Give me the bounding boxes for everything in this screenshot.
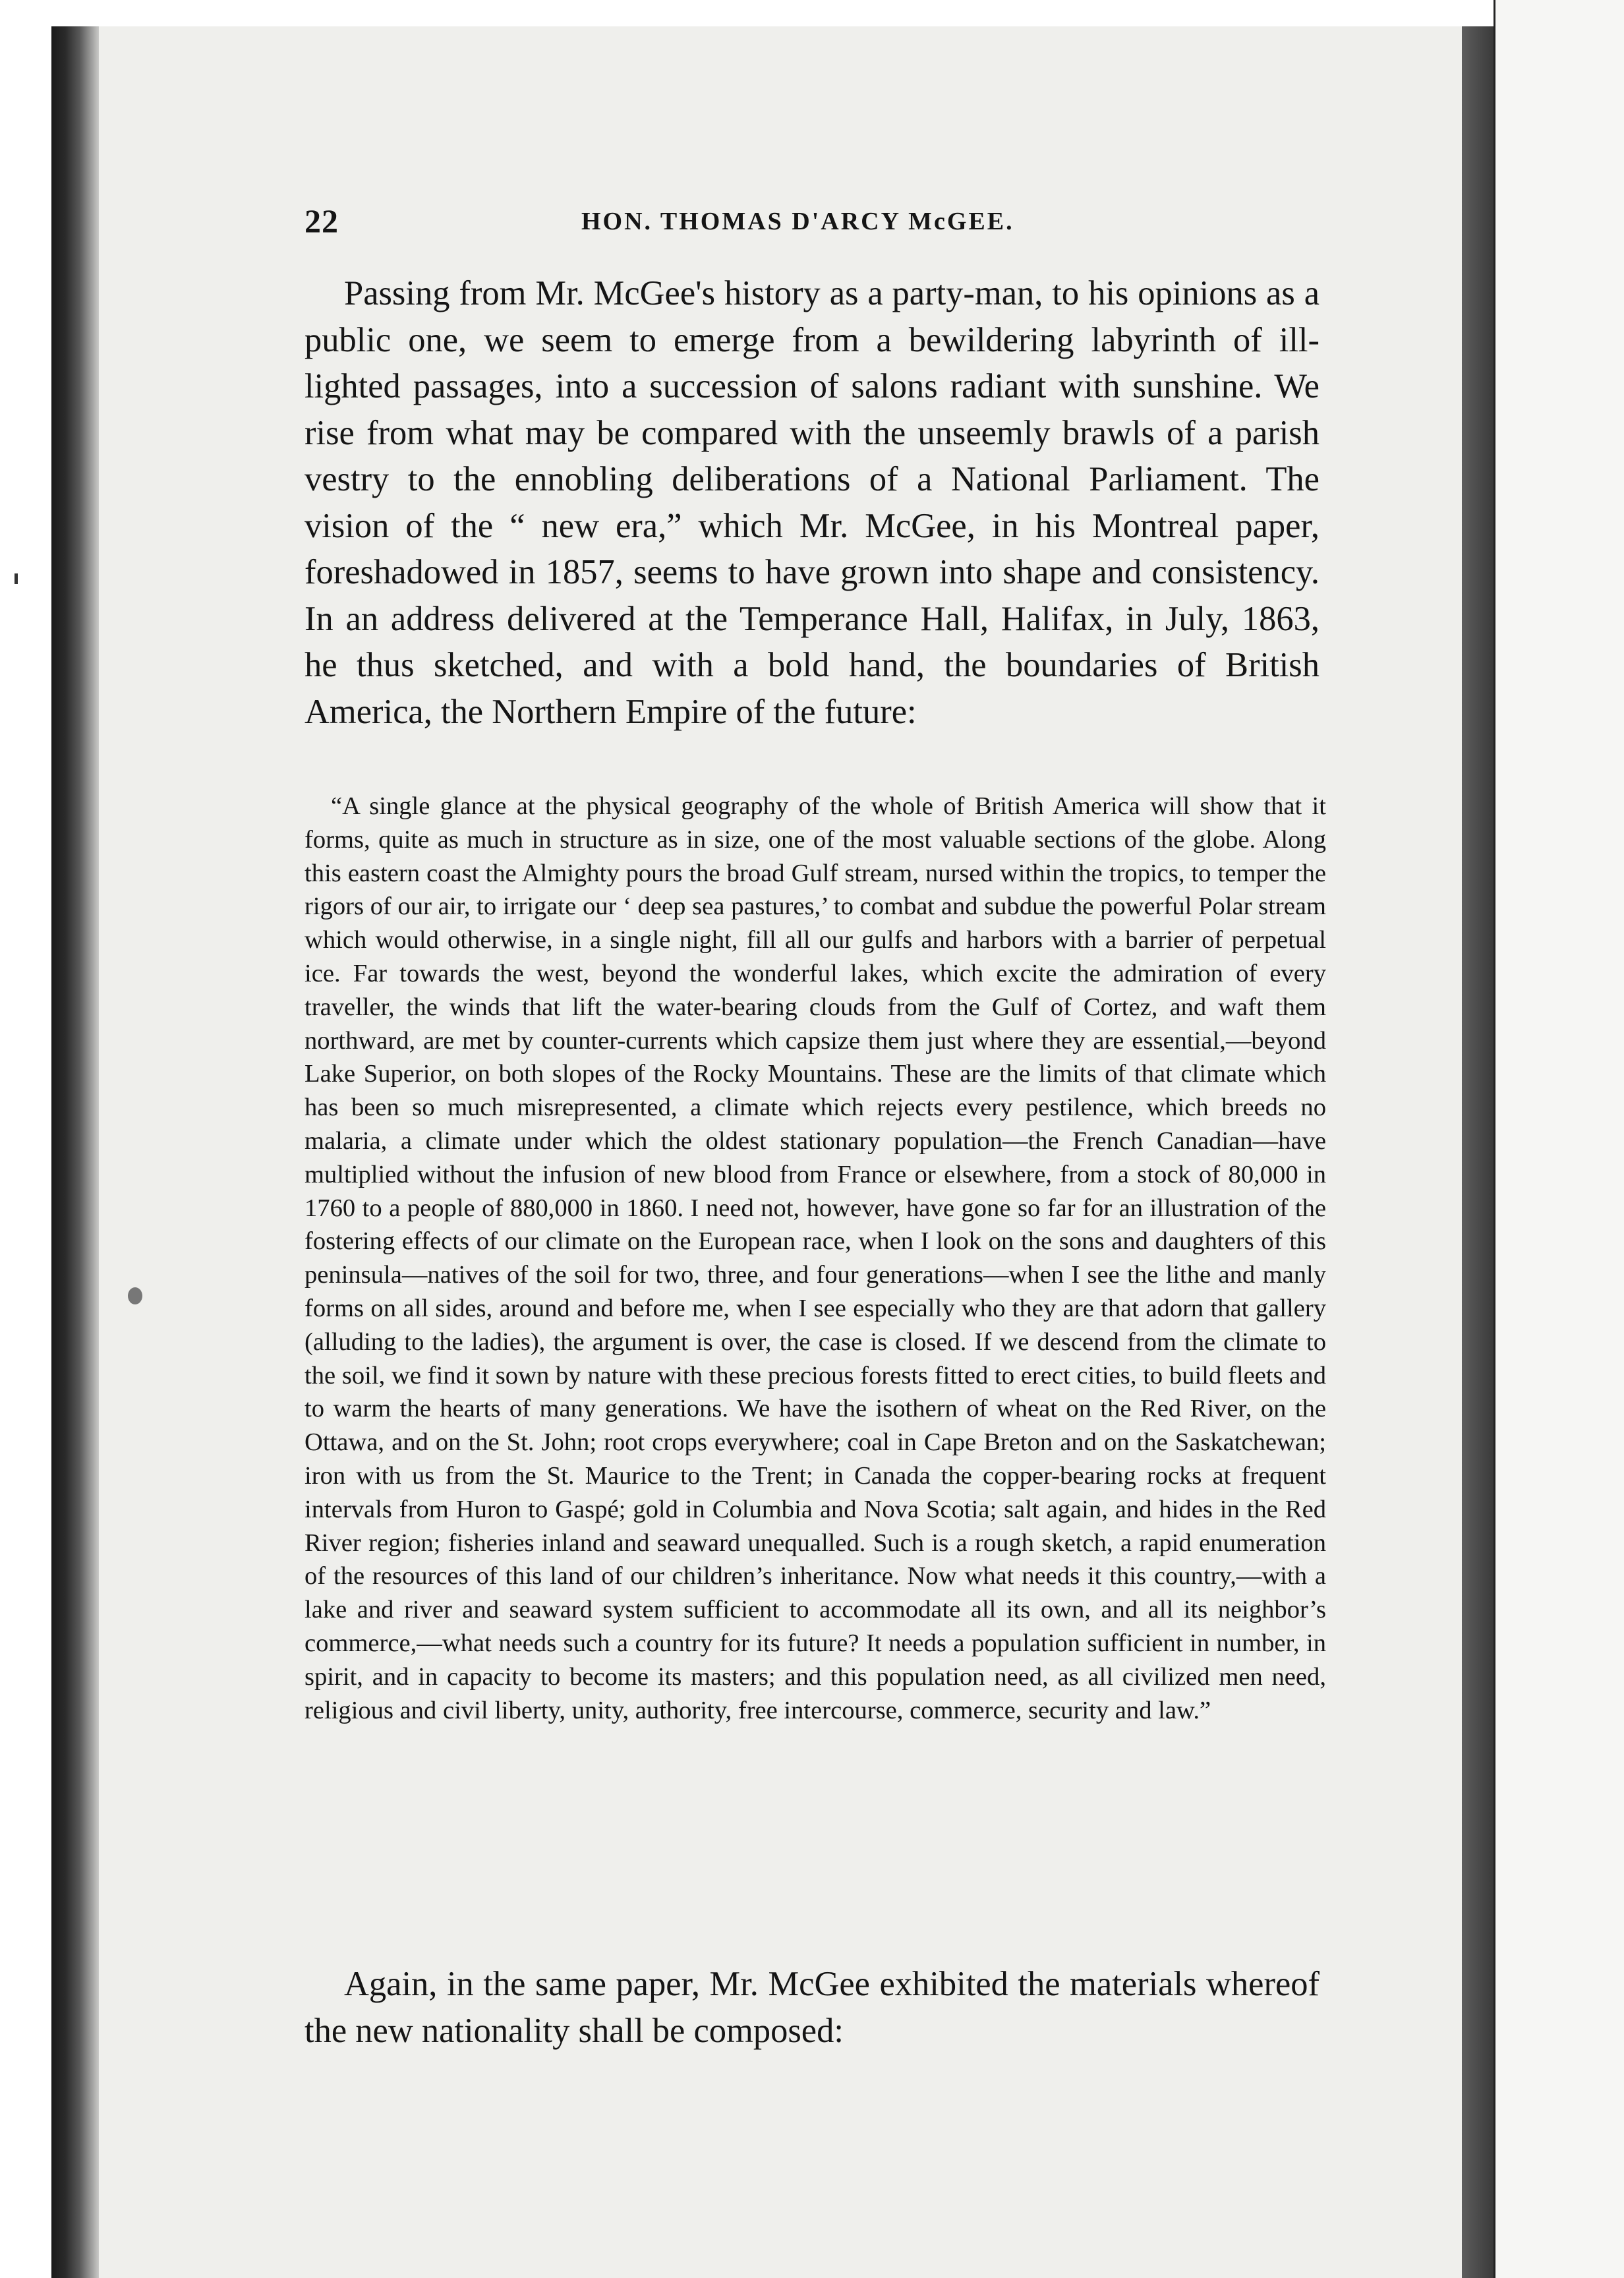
block-quotation bbox=[304, 790, 1326, 1727]
running-head bbox=[304, 202, 1320, 241]
closing-paragraph: Again, in the same paper, Mr. McGee exhibited the materials whereof the new nationality shall be composed: bbox=[304, 1965, 1320, 2050]
page-edge-shadow bbox=[1462, 26, 1494, 2278]
facing-page-edge bbox=[1494, 0, 1624, 2278]
ink-speck bbox=[128, 1287, 142, 1304]
closing-text bbox=[304, 1961, 1320, 2054]
scan-mark bbox=[14, 573, 18, 584]
quotation-paragraph: “A single glance at the physical geography of the whole of British America will show that it forms, quite as much in structure as in size, one of the most valuable sections of the globe. Along this eastern coast the Almighty pours the broad Gulf stream, nursed within the tropics, to temper the rigors of our air, to irrigate our ‘ deep sea pastures,’ to combat and subdue the powerful Polar stream which would otherwise, in a single night, fill all our gulfs and harbors with a barrier of perpetual ice. Far towards the west, beyond the wonderful lakes, which excite the admiration of every traveller, the winds that lift the water-bearing clouds from the Gulf of Cortez, and waft them northward, are met by counter-currents which capsize them just where they are essential,—beyond Lake Superior, on both slopes of the Rocky Mountains. These are the limits of that climate which has been so much misrepresented, a climate which rejects every pestilence, which breeds no malaria, a climate under which the oldest stationary population—the French Canadian—have multiplied without the infusion of new blood from France or elsewhere, from a stock of 80,000 in 1760 to a people of 880,000 in 1860. I need not, however, have gone so far for an illustration of the fostering effects of our climate on the European race, when I look on the sons and daughters of this peninsula—natives of the soil for two, three, and four generations—when I see the lithe and manly forms on all sides, around and before me, when I see especially who they are that adorn that gallery (alluding to the ladies), the argument is over, the case is closed. If we descend from the climate to the soil, we find it sown by nature with these precious forests fitted to erect cities, to build fleets and to warm the hearts of many generations. We have the isothern of wheat on the Red River, on the Ottawa, and on the St. John; root crops everywhere; coal in Cape Breton and on the Saskatchewan; iron with us from the St. Maurice to the Trent; in Canada the copper-bearing rocks at frequent intervals from Huron to Gaspé; gold in Columbia and Nova Scotia; salt again, and hides in the Red River region; fisheries inland and seaward unequalled. Such is a rough sketch, a rapid enumeration of the resources of this land of our children’s inheritance. Now what needs it this country,—with a lake and river and seaward system sufficient to accommodate all its own, and all its neighbor’s commerce,—what needs such a country for its future? It needs a population sufficient in number, in spirit, and in capacity to become its masters; and this population need, as all civilized men need, religious and civil liberty, unity, authority, free intercourse, commerce, security and law.” bbox=[304, 792, 1326, 1724]
body-paragraph: Passing from Mr. McGee's history as a party-man, to his opinions as a public one, we seem to emerge from a bewildering labyrinth of ill-lighted passages, into a succession of salons radiant with sunshine. We rise from what may be compared with the unseemly brawls of a parish vestry to the ennobling deliberations of a National Parliament. The vision of the “ new era,” which Mr. McGee, in his Montreal paper, foreshadowed in 1857, seems to have grown into shape and consistency. In an address delivered at the Temperance Hall, Halifax, in July, 1863, he thus sketched, and with a bold hand, the boundaries of British America, the Northern Empire of the future: bbox=[304, 274, 1320, 731]
scan-margin bbox=[0, 0, 51, 2278]
page-number: 22 bbox=[304, 202, 339, 239]
scan-top-margin bbox=[51, 0, 1494, 26]
running-title: HON. THOMAS D'ARCY McGEE. bbox=[581, 208, 1014, 235]
body-text bbox=[304, 270, 1320, 735]
book-binding-shadow bbox=[51, 26, 99, 2278]
